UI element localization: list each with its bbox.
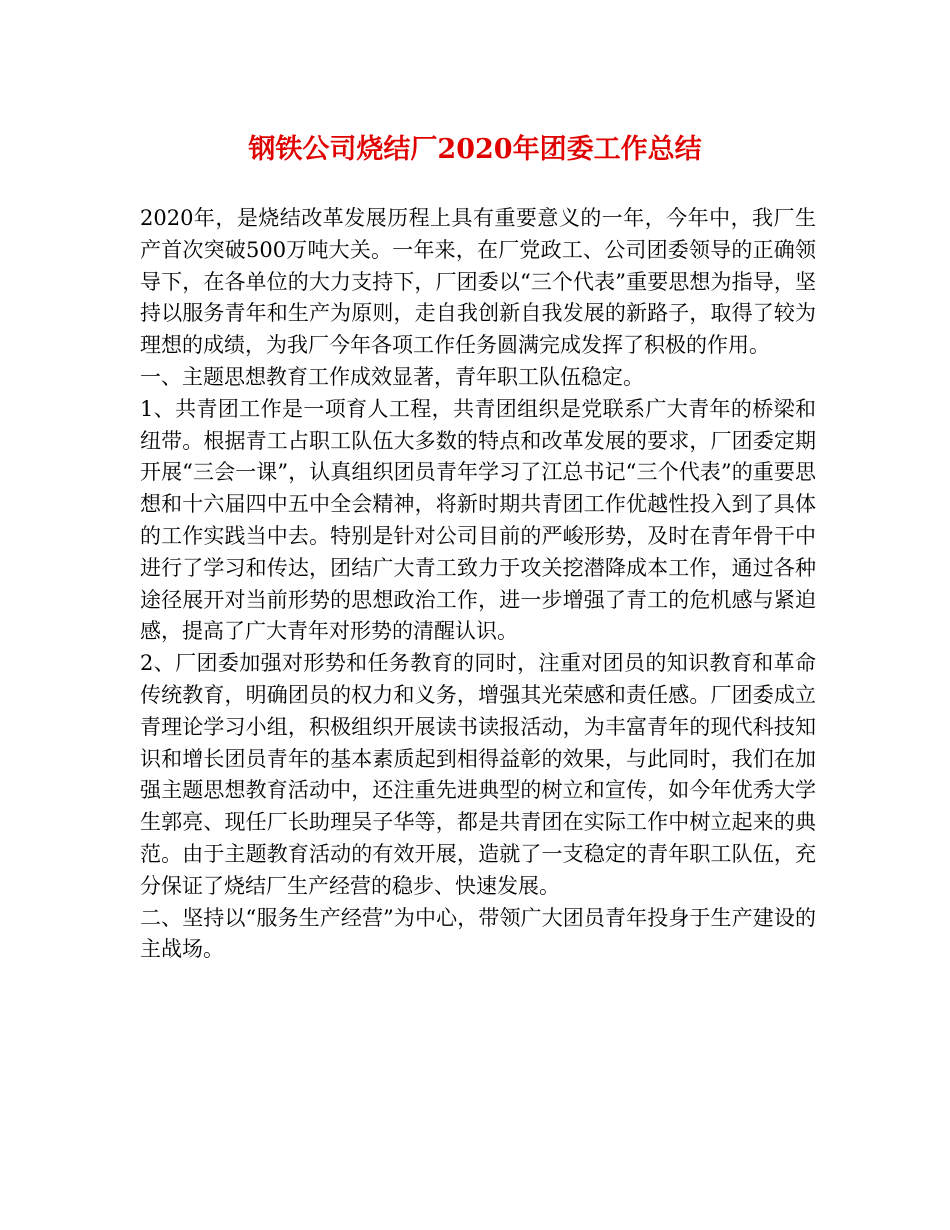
paragraph-item-2: 2、厂团委加强对形势和任务教育的同时，注重对团员的知识教育和革命传统教育，明确团员的权力和义务，增强其光荣感和责任感。厂团委成立青理论学习小组，积极组织开展读书读报活动，为丰富青年的现代科技知识和增长团员青年的基本素质起到相得益彰的效果，与此同时，我们在加强主题思想教育活动中，还注重先进典型的树立和宣传，如今年优秀大学生郭亮、现任厂长助理吴子华等，都是共青团在实际工作中树立起来的典范。由于主题教育活动的有效开展，造就了一支稳定的青年职工队伍，充分保证了烧结厂生产经营的稳步、快速发展。 <box>140 651 816 898</box>
section-heading-2: 二、坚持以“服务生产经营”为中心，带领广大团员青年投身于生产建设的主战场。 <box>140 905 816 962</box>
document-body <box>140 203 816 966</box>
paragraph-intro: 2020年，是烧结改革发展历程上具有重要意义的一年，今年中，我厂生产首次突破500万吨大关。一年来，在厂党政工、公司团委领导的正确领导下，在各单位的大力支持下，厂团委以“三个代表”重要思想为指导，坚持以服务青年和生产为原则，走自我创新自我发展的新路子，取得了较为理想的成绩，为我厂今年各项工作任务圆满完成发挥了积极的作用。 <box>140 206 816 358</box>
document-title: 钢铁公司烧结厂2020年团委工作总结 <box>248 134 702 165</box>
paragraph-item-1: 1、共青团工作是一项育人工程，共青团组织是党联系广大青年的桥梁和纽带。根据青工占职工队伍大多数的特点和改革发展的要求，厂团委定期开展“三会一课”，认真组织团员青年学习了江总书记“三个代表”的重要思想和十六届四中五中全会精神，将新时期共青团工作优越性投入到了具体的工作实践当中去。特别是针对公司目前的严峻形势，及时在青年骨干中进行了学习和传达，团结广大青工致力于攻关挖潜降成本工作，通过各种途径展开对当前形势的思想政治工作，进一步增强了青工的危机感与紧迫感，提高了广大青年对形势的清醒认识。 <box>140 396 816 644</box>
section-heading-1: 一、主题思想教育工作成效显著，青年职工队伍稳定。 <box>140 364 644 389</box>
